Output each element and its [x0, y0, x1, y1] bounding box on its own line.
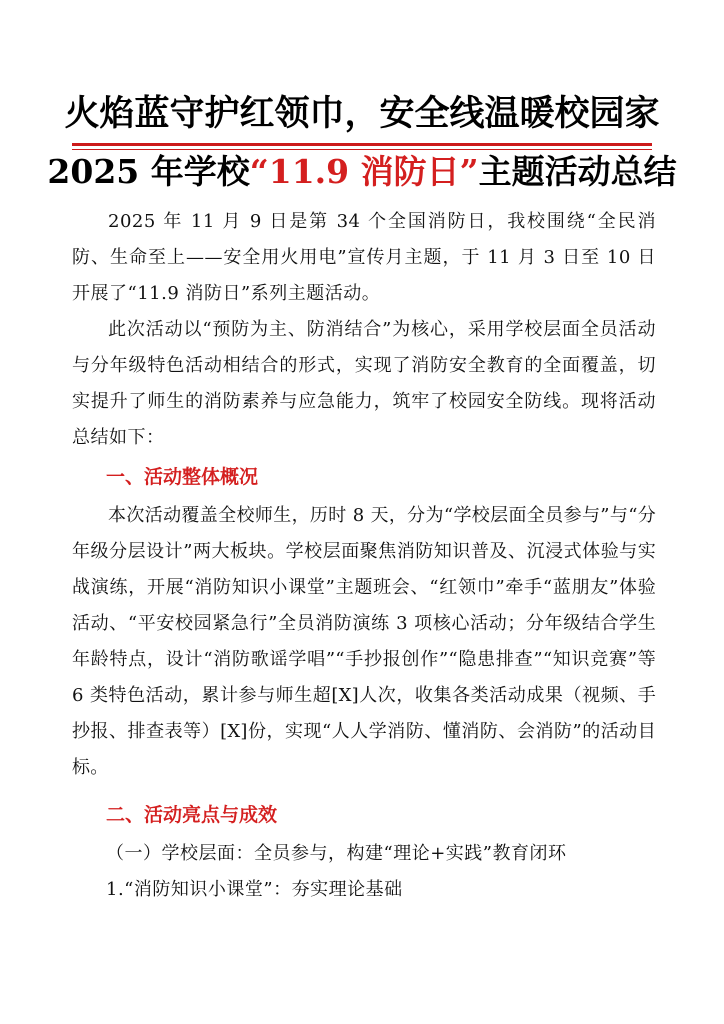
subtitle-highlight: “11.9 消防日”	[249, 152, 479, 191]
title-divider-thick	[72, 143, 652, 146]
subtitle-prefix: 2025 年学校	[47, 152, 250, 191]
intro-paragraph-1: 2025 年 11 月 9 日是第 34 个全国消防日，我校围绕“全民消防、生命至上——安全用火用电”宣传月主题，于 11 月 3 日至 10 日开展了“11.9 消防日”系列主题活动。	[72, 211, 656, 304]
section-1-paragraph: 本次活动覆盖全校师生，历时 8 天，分为“学校层面全员参与”与“分年级分层设计”两大板块。学校层面聚焦消防知识普及、沉浸式体验与实战演练，开展“消防知识小课堂”主题班会、“红领巾”牵手“蓝朋友”体验活动、“平安校园紧急行”全员消防演练 3 项核心活动；分年级结合学生年龄特点，设计“消防歌谣学唱”“手抄报创作”“隐患排查”“知识竞赛”等 6 类特色活动，累计参与师生超[X]人次，收集各类活动成果（视频、手抄报、排查表等）[X]份，实现“人人学消防、懂消防、会消防”的活动目标。	[72, 505, 656, 778]
section-2-heading: 二、活动亮点与成效	[106, 804, 278, 826]
section-2-item-1: 1.“消防知识小课堂”：夯实理论基础	[106, 879, 403, 900]
subtitle-suffix: 主题活动总结	[478, 152, 677, 191]
intro-paragraph-2: 此次活动以“预防为主、防消结合”为核心，采用学校层面全员活动与分年级特色活动相结合的形式，实现了消防安全教育的全面覆盖，切实提升了师生的消防素养与应急能力，筑牢了校园安全防线。现将活动总结如下：	[72, 319, 656, 448]
section-2-subheading: （一）学校层面：全员参与，构建“理论+实践”教育闭环	[106, 843, 567, 864]
document-body	[72, 204, 656, 908]
section-1-heading: 一、活动整体概况	[106, 466, 259, 488]
document-subtitle	[40, 150, 684, 194]
document-title: 火焰蓝守护红领巾，安全线温暖校园家	[64, 94, 660, 134]
